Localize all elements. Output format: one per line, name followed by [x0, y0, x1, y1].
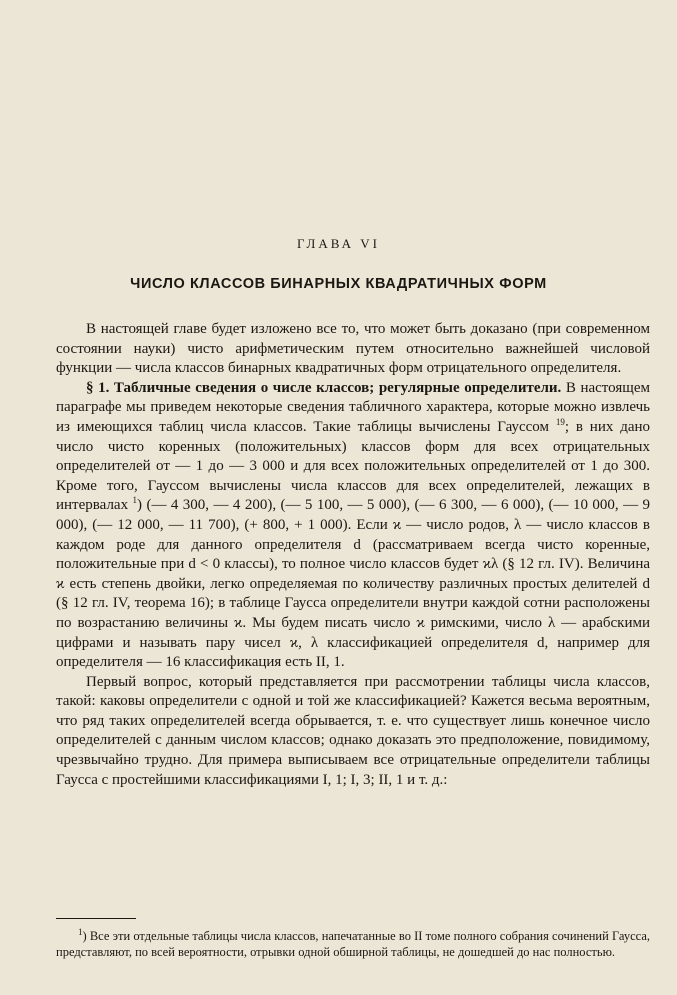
section-text-2: ; в них дано число чисто коренных (положительных) классов форм для всех отрицательных определителей от — 1 до — 3 000 и для всех положительных определителей от 1 до 300. Кроме того, Гауссом вычислены числа классов для всех определителей, лежащих в интервалах: [56, 418, 651, 514]
question-paragraph: Первый вопрос, который представляется при рассмотрении таблицы числа классов, такой: каковы определители с одной и той же классификацией? Кажется весьма вероятным, что ряд таких определителей всегда обрывается, т. е. что существует лишь конечное число определителей с данным числом классов; однако доказать это предположение, повидимому, чрезвычайно трудно. Для примера выписываем все отрицательные определители таблицы Гаусса с простейшими классификациями I, 1; I, 3; II, 1 и т. д.:: [56, 673, 650, 788]
chapter-label: ГЛАВА VI: [297, 236, 380, 251]
footnote-marker: 1: [132, 495, 138, 506]
footnote: [56, 928, 650, 960]
footnote-number: 1: [78, 926, 83, 937]
footnote-text: ) Все эти отдельные таблицы числа классов, напечатанные во II томе полного собрания сочинений Гаусса, представляют, по всей вероятности, отрывки одной обширной таблицы, не дошедшей до нас полностью.: [56, 929, 650, 959]
section-paragraph: [56, 379, 650, 673]
section-heading: § 1. Табличные сведения о числе классов; регулярные определители.: [86, 379, 562, 396]
section-text-3: ) (— 4 300, — 4 200), (— 5 100, — 5 000), (— 6 300, — 6 000), (— 10 000, — 9 000), (— 12 000, — 11 700), (+ 800, + 1 000). Если ϰ — число родов, λ — число классов в каждом роде для данного определителя d (рассматриваем всегда чисто коренные, положительные при d < 0 классы), то полное число классов будет ϰλ (§ 12 гл. IV). Величина ϰ есть степень двойки, легко определяемая по количеству различных простых делителей d (§ 12 гл. IV, теорема 16); в таблице Гаусса определители внутри каждой сотни расположены по возрастанию величины ϰ. Мы будем писать число ϰ римскими, число λ — арабскими цифрами и называть пару чисел ϰ, λ классификацией определителя d, например для определителя — 16 классификация есть II, 1.: [56, 497, 651, 671]
reference-number: 19: [555, 416, 565, 427]
footnote-divider: [56, 918, 136, 919]
body-text: [56, 320, 650, 790]
section-text-1: В настоящем параграфе мы приведем некоторые сведения табличного характера, которые можно извлечь из имеющихся таблиц числа классов. Такие таблицы вычислены Гауссом: [56, 379, 650, 435]
chapter-title: ЧИСЛО КЛАССОВ БИНАРНЫХ КВАДРАТИЧНЫХ ФОРМ: [130, 276, 547, 292]
intro-paragraph: В настоящей главе будет изложено все то, что может быть доказано (при современном состоянии науки) чисто арифметическим путем относительно важнейшей числовой функции — числа классов бинарных квадратичных форм отрицательного определителя.: [56, 321, 650, 377]
